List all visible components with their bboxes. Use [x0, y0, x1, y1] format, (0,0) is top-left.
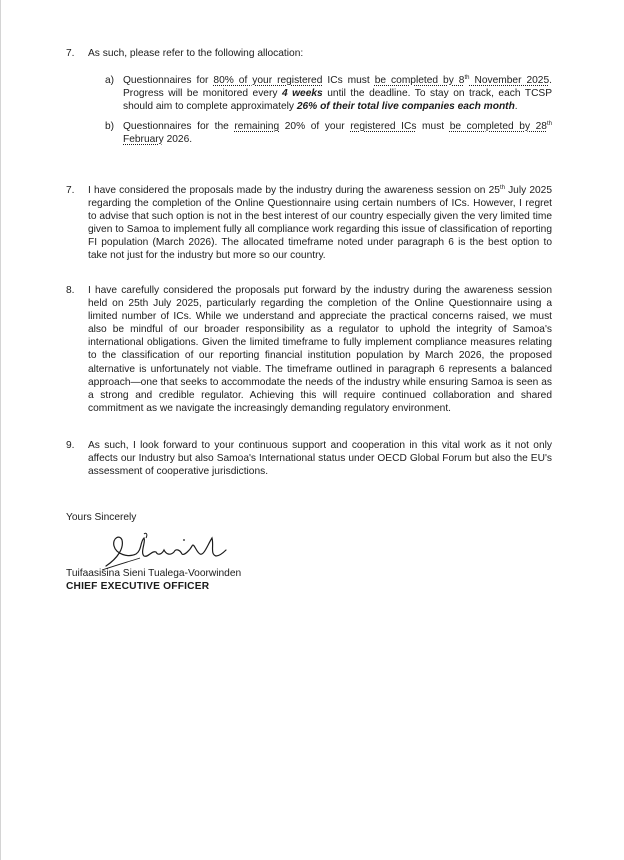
- subitem-label: b): [105, 121, 115, 132]
- paragraph-8: [66, 284, 552, 415]
- paragraph-7-allocation: [66, 47, 552, 60]
- paragraph-text: I have carefully considered the proposals put forward by the industry during the awareness session held on 25th July 2025, particularly regarding the completion of the Online Questionnaire using a limited number of ICs. While we understand and appreciate the practical concerns raised, we must also be mindful of our broader responsibility as a regulator to uphold the integrity of Samoa's international obligations. Given the limited timeframe to fully implement compliance measures relating to the classification of our reporting financial institution population by March 2026, the proposed alternative is unfortunately not viable. The timeframe outlined in paragraph 6 represents a balanced approach—one that seeks to accommodate the needs of the industry while ensuring Samoa is seen as a strong and credible regulator. Achieving this will require continued collaboration and shared commitment as we navigate the increasingly demanding regulatory environment.: [88, 285, 552, 414]
- paragraph-number: 7.: [66, 48, 75, 59]
- paragraph-text: As such, I look forward to your continuous support and cooperation in this vital work as it not only affects our Industry but also Samoa's International status under OECD Global Forum but also the EU's assessment of cooperative jurisdictions.: [88, 440, 552, 478]
- signature-icon: [100, 528, 230, 572]
- paragraph-number: 9.: [66, 440, 75, 451]
- paragraph-number: 7.: [66, 185, 75, 196]
- subitem-a: [105, 74, 552, 113]
- subitem-text: Questionnaires for 80% of your registered ICs must be completed by 8th November 2025. Progress will be monitored every 4 weeks until the deadline. To stay on track, each TCSP should aim to complete approximately 26% of their total live companies each month.: [123, 75, 553, 113]
- subitem-text: Questionnaires for the remaining 20% of your registered ICs must be completed by 28th February 2026.: [123, 121, 552, 146]
- paragraph-text: I have considered the proposals made by the industry during the awareness session on 25th July 2025 regarding the completion of the Online Questionnaire using certain numbers of ICs. However, I regret to advise that such option is not in the best interest of our country especially given the very limited time given to Samoa to implement fully all compliance work regarding this issue of classification of reporting FI population (March 2026). The allocated timeframe noted under paragraph 6 is the best option to take not just for the industry but more so our country.: [88, 185, 552, 262]
- subitem-label: a): [105, 75, 115, 86]
- signer-title: CHIEF EXECUTIVE OFFICER: [66, 581, 210, 592]
- signer-name: Tuifaasisina Sieni Tualega-Voorwinden: [66, 568, 242, 579]
- paragraph-9: [66, 439, 552, 478]
- paragraph-text: As such, please refer to the following allocation:: [88, 48, 304, 59]
- subitem-b: [105, 120, 552, 146]
- closing-salutation: Yours Sincerely: [66, 512, 137, 523]
- paragraph-7-proposals: [66, 184, 552, 263]
- paragraph-number: 8.: [66, 285, 75, 296]
